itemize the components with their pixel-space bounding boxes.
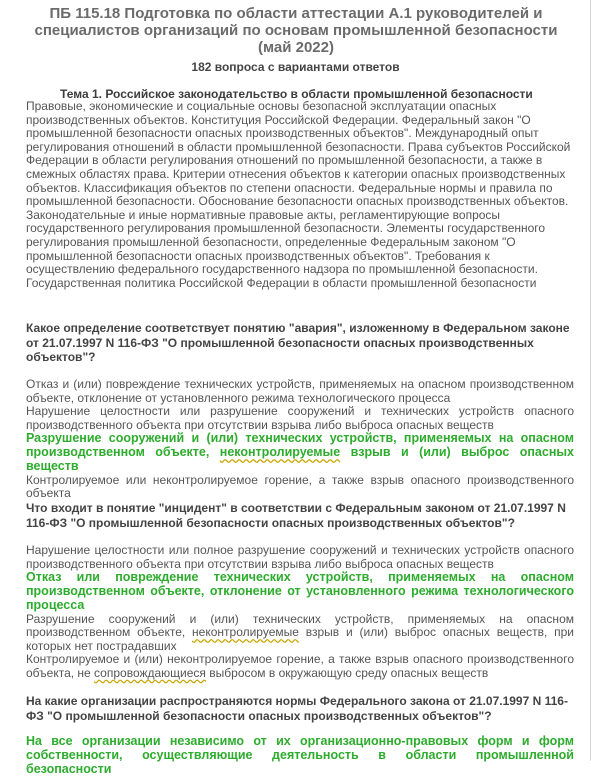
answer-option: Разрушение сооружений и (или) технических устройств, применяемых на опасном производственном объекте, неконтролируемые взрыв и (или) выброс опасных веществ, при которых нет пострадавших [26, 611, 574, 653]
answer-list [26, 544, 574, 681]
answer-list [26, 378, 574, 501]
topic-body: Правовые, экономические и социальные основы безопасной эксплуатации опасных производственных объектов. Конституция Российской Федерации. Федеральный закон "О промышленной безопасности опасных производственных объектов". Международный опыт регулирования отношений в области промышленной безопасности. Права субъектов Российской Федерации в области регулирования отношений по промышленной безопасности, а также в смежных областях права. Критерии отнесения объектов к категории опасных производственных объектов. Классификация объектов по степени опасности. Федеральные нормы и правила по промышленной безопасности. Обоснование безопасности опасных производственных объектов. Законодательные и иные нормативные правовые акты, регламентирующие вопросы государственного регулирования промышленной безопасности. Элементы государственного регулирования промышленной безопасности, определенные Федеральным законом "О промышленной безопасности опасных производственных объектов". Требования к осуществлению федерального государственного надзора по промышленной безопасности. Государственная политика Российской Федерации в области промышленной безопасности [26, 99, 571, 290]
spellcheck-word: сопровождающиеся [94, 665, 206, 680]
spellcheck-word: неконтролируемые [192, 625, 299, 640]
answer-option-correct: На все организации независимо от их организационно-правовых форм и форм собственности, осуществляющие деятельность в области промышленной безопасности [26, 734, 574, 776]
answer-option: Отказ и (или) повреждение технических устройств, применяемых на опасном производственном объекте, отклонение от установленного режима технологического процесса [26, 377, 574, 405]
document-subtitle: 182 вопроса с вариантами ответов [191, 60, 400, 74]
question-text: Какое определение соответствует понятию "авария", изложенному в Федеральном законе от 21.07.1997 N 116-ФЗ "О промышленной безопасности опасных производственных объектов"? [26, 321, 570, 364]
spellcheck-word: неконтролируемые [219, 445, 341, 460]
answer-option-correct: Отказ или повреждение технических устройств, применяемых на опасном производственном объекте, отклонение от установленного режима технологического процесса [26, 570, 574, 612]
answer-list [26, 735, 574, 776]
topic-heading: Тема 1. Российское законодательство в области промышленной безопасности [60, 87, 533, 101]
question-text: Что входит в понятие "инцидент" в соответствии с Федеральным законом от 21.07.1997 N 116-ФЗ "О промышленной безопасности опасных производственных объектов"? [26, 501, 566, 530]
answer-option-correct: Разрушение сооружений и (или) технических устройств, применяемых на опасном производственном объекте, неконтролируемые взрыв и (или) выброс опасных веществ [26, 431, 574, 473]
answer-option: Контролируемое и (или) неконтролируемое горение, а также взрыв опасного производственного объекта, не сопровождающиеся выбросом в окружающую среду опасных веществ [26, 652, 574, 680]
document-title: ПБ 115.18 Подготовка по области аттестации А.1 руководителей и специалистов организаций по основам промышленной безопасности (май 2022) [34, 5, 558, 56]
answer-option: Контролируемое или неконтролируемое горение, а также взрыв опасного производственного объекта [26, 472, 574, 501]
answer-option: Нарушение целостности или полное разрушение сооружений и технических устройств опасного производственного объекта при отсутствии взрыва либо выброса опасных веществ [26, 543, 574, 571]
answer-option: Нарушение целостности или разрушение сооружений и технических устройств опасного производственного объекта при отсутствии взрыва либо выброса опасных веществ [26, 404, 574, 432]
question-text: На какие организации распространяются нормы Федерального закона от 21.07.1997 N 116-ФЗ "О промышленной безопасности опасных производственных объектов"? [26, 694, 568, 723]
